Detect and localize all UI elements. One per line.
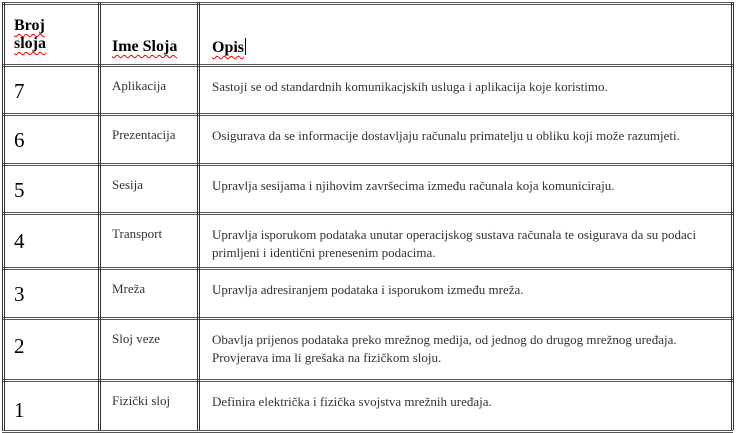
layer-name[interactable]: Transport <box>112 226 163 241</box>
layer-name[interactable]: Sesija <box>112 177 144 192</box>
layer-number[interactable]: 1 <box>14 398 25 422</box>
layer-description[interactable]: Upravlja sesijama i njihovim završecima između računala koja komuniciraju. <box>212 178 615 193</box>
layer-number[interactable]: 5 <box>14 178 25 202</box>
header-layer-name[interactable] <box>112 38 198 56</box>
table-row <box>2 267 733 317</box>
header-layer-name-text: Ime Sloja <box>112 38 178 55</box>
layer-name[interactable]: Prezentacija <box>112 127 176 142</box>
table-row <box>2 113 733 163</box>
table-header-row <box>2 2 733 64</box>
layer-description[interactable]: Osigurava da se informacije dostavljaju računalu primatelju u obliku koji može razumjeti. <box>212 128 680 143</box>
text-cursor <box>245 38 246 55</box>
layer-name[interactable]: Mreža <box>112 281 146 296</box>
layer-description[interactable]: Upravlja adresiranjem podataka i isporukom između mreža. <box>212 282 524 297</box>
layer-number[interactable]: 4 <box>14 229 25 253</box>
table-row <box>2 317 733 379</box>
layer-description-line2: Provjerava ima li grešaka na fizičkom sloju. <box>212 350 442 365</box>
layer-description[interactable] <box>212 331 732 367</box>
header-description[interactable] <box>212 38 732 57</box>
column-divider <box>98 2 101 430</box>
layer-number[interactable]: 3 <box>14 282 25 306</box>
layer-description[interactable]: Sastoji se od standardnih komunikacjskih usluga i aplikacija koje koristimo. <box>212 79 608 94</box>
column-divider <box>197 2 200 430</box>
table-row <box>2 64 733 113</box>
layer-description[interactable]: Definira električka i fizička svojstva mrežnih uređaja. <box>212 394 492 409</box>
layer-name[interactable]: Sloj veze <box>112 331 161 346</box>
layer-description-line1: Upravlja isporukom podataka unutar operacijskog sustava računala te osigurava da su podaci <box>212 227 697 242</box>
layer-number[interactable]: 2 <box>14 334 25 358</box>
layer-description-line1: Obavlja prijenos podataka preko mrežnog medija, od jednog do drugog mrežnog uređaja. <box>212 332 677 347</box>
table-row <box>2 212 733 267</box>
layer-name[interactable]: Aplikacija <box>112 78 167 93</box>
layer-description[interactable] <box>212 226 732 262</box>
header-layer-number[interactable] <box>14 17 99 53</box>
layer-number[interactable]: 6 <box>14 128 25 152</box>
header-description-text: Opis <box>212 39 245 56</box>
layer-description-line2: primljeni i identični prenesenim podacima. <box>212 245 436 260</box>
header-layer-number-line2: sloja <box>14 35 46 52</box>
header-layer-number-line1: Broj <box>14 17 45 34</box>
table-row <box>2 379 733 433</box>
layer-number[interactable]: 7 <box>14 79 25 103</box>
layer-name[interactable]: Fizički sloj <box>112 393 171 408</box>
table-row <box>2 163 733 212</box>
